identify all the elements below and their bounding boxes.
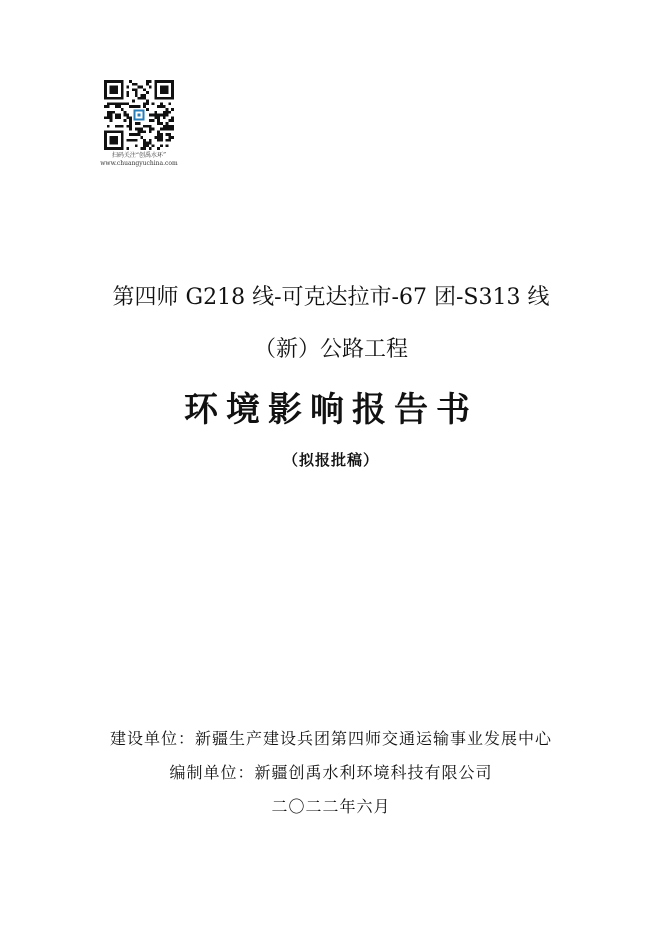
qr-caption: 扫码关注“创禹水环” bbox=[111, 152, 167, 159]
qr-code-block bbox=[100, 80, 178, 167]
qr-website-url: www.chuangyuchina.com bbox=[100, 160, 178, 167]
compiler-unit: 编制单位：新疆创禹水利环境科技有限公司 bbox=[169, 763, 493, 782]
report-date: 二〇二二年六月 bbox=[271, 797, 391, 816]
report-main-title: 环境影响报告书 bbox=[184, 390, 478, 430]
project-title-line-2: （新）公路工程 bbox=[253, 337, 408, 362]
report-subtitle: （拟报批稿） bbox=[282, 451, 379, 469]
qr-code-image bbox=[104, 80, 174, 150]
project-title-line-1: 第四师 G218 线-可克达拉市-67 团-S313 线 bbox=[112, 285, 550, 310]
builder-unit: 建设单位：新疆生产建设兵团第四师交通运输事业发展中心 bbox=[109, 729, 552, 748]
